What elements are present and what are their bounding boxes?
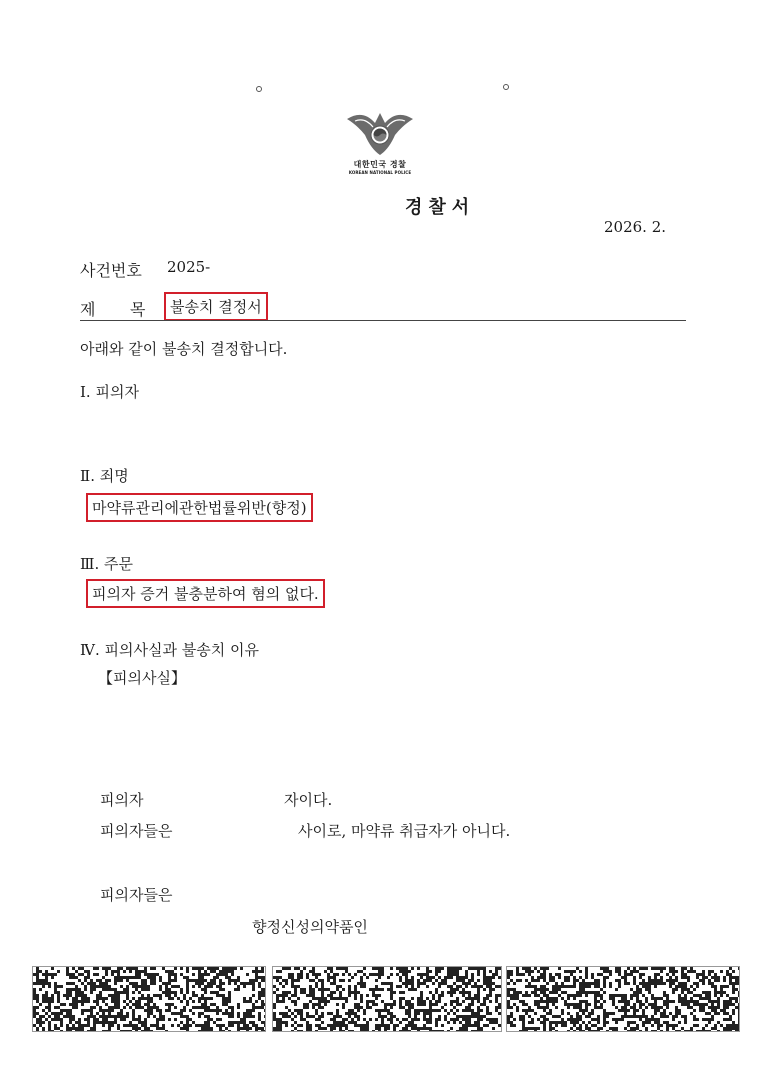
disposition-value: 피의자 증거 불충분하여 혐의 없다.	[92, 585, 319, 603]
subject-label-2: 목	[130, 300, 146, 319]
case-number-label: 사건번호	[80, 261, 142, 280]
facts-line3-left: 피의자들은	[100, 886, 173, 904]
scan-code-3	[506, 966, 740, 1032]
scan-code-1	[32, 966, 266, 1032]
police-emblem	[330, 105, 430, 185]
punch-hole-left	[256, 86, 262, 92]
subject-value-highlight	[164, 292, 268, 321]
subject-value: 불송치 결정서	[170, 298, 262, 316]
punch-hole-right	[503, 84, 509, 90]
section-4-heading: Ⅳ. 피의사실과 불송치 이유	[80, 641, 259, 659]
facts-line1-left: 피의자	[100, 791, 144, 809]
facts-line4: 향정신성의약품인	[252, 918, 368, 936]
section-1-heading: Ⅰ. 피의자	[80, 383, 139, 401]
charge-value: 마약류관리에관한법률위반(향정)	[92, 499, 307, 517]
document-date: 2026. 2.	[604, 218, 667, 236]
org-name-ko: 대한민국 경찰	[353, 160, 407, 169]
disposition-highlight	[86, 579, 325, 608]
eagle-emblem-icon	[345, 105, 415, 157]
facts-subheading: 【피의사실】	[98, 669, 186, 687]
scan-code-2	[272, 966, 502, 1032]
charge-highlight	[86, 493, 313, 522]
org-name-en: KOREAN NATIONAL POLICE	[348, 170, 412, 175]
header-divider	[80, 320, 686, 321]
case-number-value: 2025-	[167, 258, 211, 276]
section-3-heading: Ⅲ. 주문	[80, 555, 133, 573]
subject-label-1: 제	[80, 300, 96, 319]
facts-line2-left: 피의자들은	[100, 822, 173, 840]
intro-text: 아래와 같이 불송치 결정합니다.	[80, 340, 288, 358]
police-station-title: 경찰서	[405, 197, 476, 218]
section-2-heading: Ⅱ. 죄명	[80, 467, 129, 485]
facts-line1-right: 자이다.	[284, 791, 333, 809]
facts-line2-right: 사이로, 마약류 취급자가 아니다.	[298, 822, 511, 840]
